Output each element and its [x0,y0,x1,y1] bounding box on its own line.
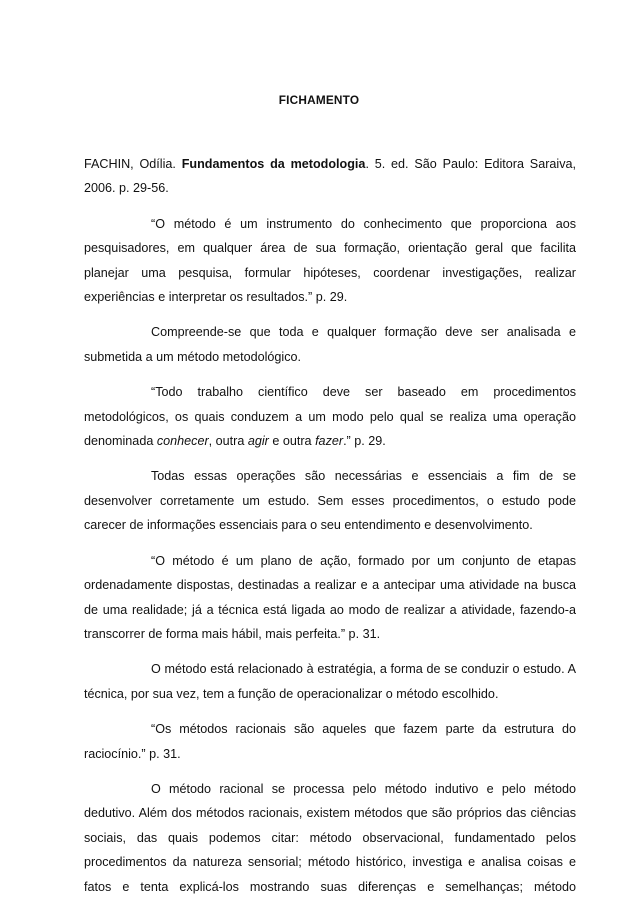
paragraph-3-italic-agir: agir [247,434,269,449]
page-title: FICHAMENTO [278,93,360,107]
reference-paragraph [84,152,576,201]
reference-authors: FACHIN, Odília. [84,157,182,171]
paragraph-8: O método racional se processa pelo método indutivo e pelo método dedutivo. Além dos métodos racionais, existem métodos que são próprios das ciências sociais, das quais podemos citar: método observacional, fundamentado pelos procedimentos da natureza sensorial; método histórico, investiga e analisa coisas e fatos e tenta explicá-los mostrando suas diferenças e semelhanças; método [84,781,576,894]
paragraph-6: O método está relacionado à estratégia, a forma de se conduzir o estudo. A técnica, por sua vez, tem a função de operacionalizar o método escolhido. [84,662,576,701]
reference-details: . 5. ed. São Paulo: Editora Saraiva, 2006. p. 29-56. [84,157,576,196]
paragraph-3-text-b: , outra [208,434,248,449]
document-body [84,152,576,910]
reference-book-title: Fundamentos da metodologia [181,157,366,171]
paragraph-2: Compreende-se que toda e qualquer formação deve ser analisada e submetida a um método metodológico. [84,325,576,364]
paragraph-3 [84,380,576,453]
paragraph-3-text-c: e outra [268,434,316,449]
paragraph-1: “O método é um instrumento do conhecimento que proporciona aos pesquisadores, em qualquer área de sua formação, orientação geral que facilita planejar uma pesquisa, formular hipóteses, coordenar investigações, realizar experiências e interpretar os resultados.” p. 29. [84,216,576,305]
paragraph-4: Todas essas operações são necessárias e essenciais a fim de se desenvolver corretamente um estudo. Sem esses procedimentos, o estudo pode carecer de informações essenciais para o seu entendimento e desenvolvimento. [84,469,576,533]
paragraph-3-italic-conhecer: conhecer [156,434,209,449]
paragraph-3-text-d: .” p. 29. [343,434,386,449]
paragraph-3-text-a: “Todo trabalho científico deve ser baseado em procedimentos metodológicos, os quais conduzem a um modo pelo qual se realiza uma operação denominada [84,385,576,449]
paragraph-3-italic-fazer: fazer [315,434,344,449]
paragraph-7: “Os métodos racionais são aqueles que fazem parte da estrutura do raciocínio.” p. 31. [84,722,576,761]
paragraph-5: “O método é um plano de ação, formado por um conjunto de etapas ordenadamente dispostas, destinadas a realizar e a antecipar uma atividade na busca de uma realidade; já a técnica está ligada ao modo de realizar a atividade, fazendo-a transcorrer de forma mais hábil, mais perfeita.” p. 31. [84,553,576,641]
